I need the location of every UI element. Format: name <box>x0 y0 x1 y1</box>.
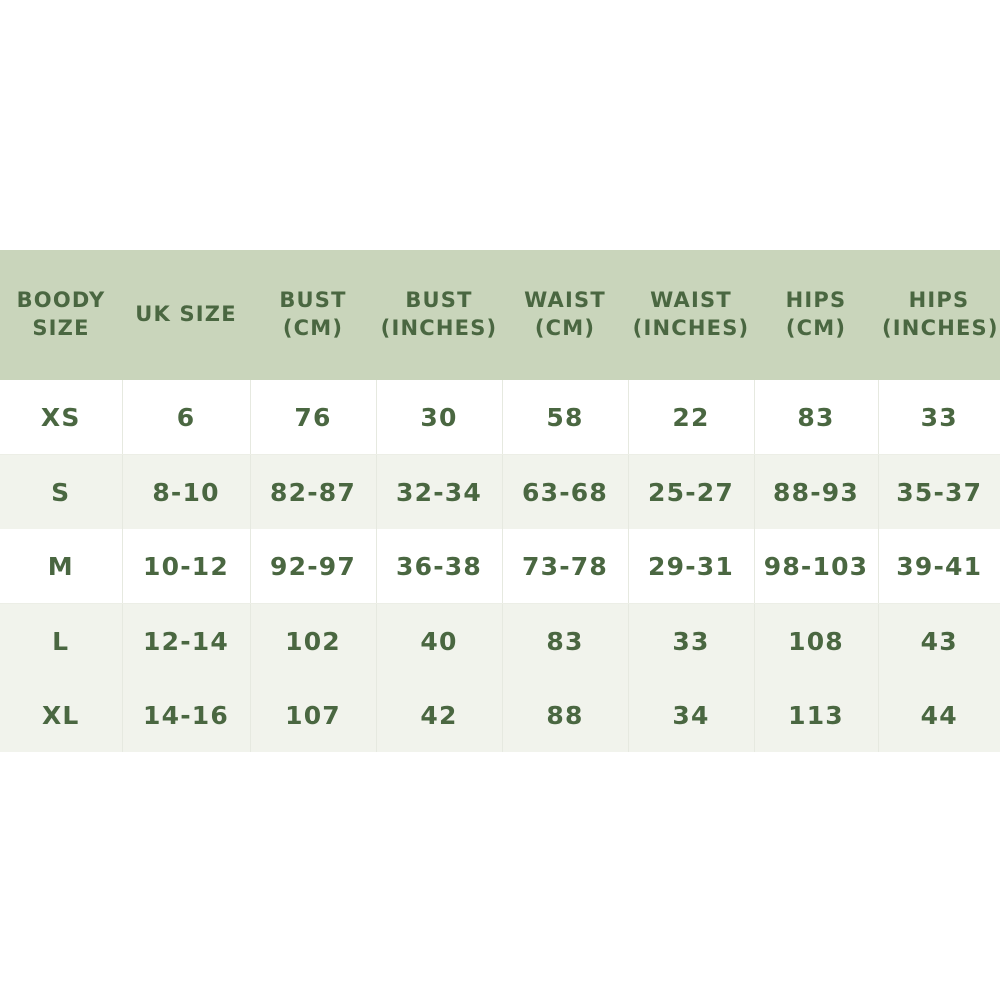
header-line-2: (CM) <box>534 316 596 340</box>
table-row <box>0 455 1000 530</box>
column-header-hips-inches <box>878 250 1000 380</box>
cell-waist-inches: 25-27 <box>628 455 754 530</box>
cell-bust-inches: 40 <box>376 604 502 679</box>
cell-uk-size: 8-10 <box>122 455 250 530</box>
cell-hips-cm: 88-93 <box>754 455 878 530</box>
header-line-1: BUST <box>405 288 473 313</box>
table-row <box>0 604 1000 679</box>
cell-hips-cm: 98-103 <box>754 529 878 604</box>
column-header-boody-size <box>0 250 122 380</box>
cell-size: S <box>0 455 122 530</box>
cell-bust-inches: 36-38 <box>376 529 502 604</box>
cell-bust-inches: 30 <box>376 380 502 455</box>
cell-hips-cm: 113 <box>754 678 878 752</box>
cell-uk-size: 12-14 <box>122 604 250 679</box>
table-header <box>0 250 1000 380</box>
header-line-1: UK SIZE <box>135 302 237 327</box>
header-row <box>0 250 1000 380</box>
table-row <box>0 678 1000 752</box>
cell-hips-inches: 39-41 <box>878 529 1000 604</box>
cell-waist-cm: 63-68 <box>502 455 628 530</box>
cell-bust-inches: 42 <box>376 678 502 752</box>
column-header-waist-cm <box>502 250 628 380</box>
header-line-2: (CM) <box>785 316 847 340</box>
size-chart-container <box>0 250 1000 752</box>
cell-uk-size: 6 <box>122 380 250 455</box>
cell-hips-inches: 44 <box>920 700 958 730</box>
cell-waist-cm: 73-78 <box>502 529 628 604</box>
cell-bust-cm: 102 <box>250 604 376 679</box>
cell-hips-cm: 83 <box>754 380 878 455</box>
cell-uk-size: 14-16 <box>122 678 250 752</box>
table-body <box>0 380 1000 752</box>
cell-hips-inches: 33 <box>878 380 1000 455</box>
header-line-1: HIPS <box>908 288 970 313</box>
column-header-bust-inches <box>376 250 502 380</box>
header-line-2: (INCHES) <box>882 316 999 340</box>
cell-waist-cm: 58 <box>502 380 628 455</box>
cell-bust-cm: 82-87 <box>250 455 376 530</box>
cell-uk-size: 10-12 <box>122 529 250 604</box>
cell-size: L <box>0 604 122 679</box>
header-line-1: BUST <box>279 288 347 313</box>
column-header-waist-inches <box>628 250 754 380</box>
cell-waist-inches: 29-31 <box>628 529 754 604</box>
cell-waist-inches: 34 <box>628 678 754 752</box>
header-line-2: SIZE <box>32 316 90 340</box>
column-header-bust-cm <box>250 250 376 380</box>
header-line-1: BOODY <box>16 288 106 313</box>
table-row <box>0 380 1000 455</box>
cell-bust-inches: 32-34 <box>376 455 502 530</box>
cell-size: XS <box>0 380 122 455</box>
cell-hips-inches: 35-37 <box>896 477 983 507</box>
cell-hips-inches: 43 <box>920 626 958 656</box>
cell-bust-cm: 76 <box>250 380 376 455</box>
header-line-2: (CM) <box>282 316 344 340</box>
header-line-1: WAIST <box>650 288 732 313</box>
size-chart-table <box>0 250 1000 752</box>
cell-size: M <box>0 529 122 604</box>
column-header-hips-cm <box>754 250 878 380</box>
column-header-uk-size <box>122 250 250 380</box>
cell-waist-cm: 88 <box>502 678 628 752</box>
cell-waist-inches: 22 <box>628 380 754 455</box>
cell-waist-cm: 83 <box>502 604 628 679</box>
cell-hips-cm: 108 <box>754 604 878 679</box>
header-line-2: (INCHES) <box>380 316 498 340</box>
table-row <box>0 529 1000 604</box>
header-line-1: WAIST <box>524 288 606 313</box>
header-line-1: HIPS <box>785 288 847 313</box>
header-line-2: (INCHES) <box>632 316 750 340</box>
cell-bust-cm: 92-97 <box>250 529 376 604</box>
cell-waist-inches: 33 <box>628 604 754 679</box>
cell-size: XL <box>0 678 122 752</box>
cell-bust-cm: 107 <box>250 678 376 752</box>
